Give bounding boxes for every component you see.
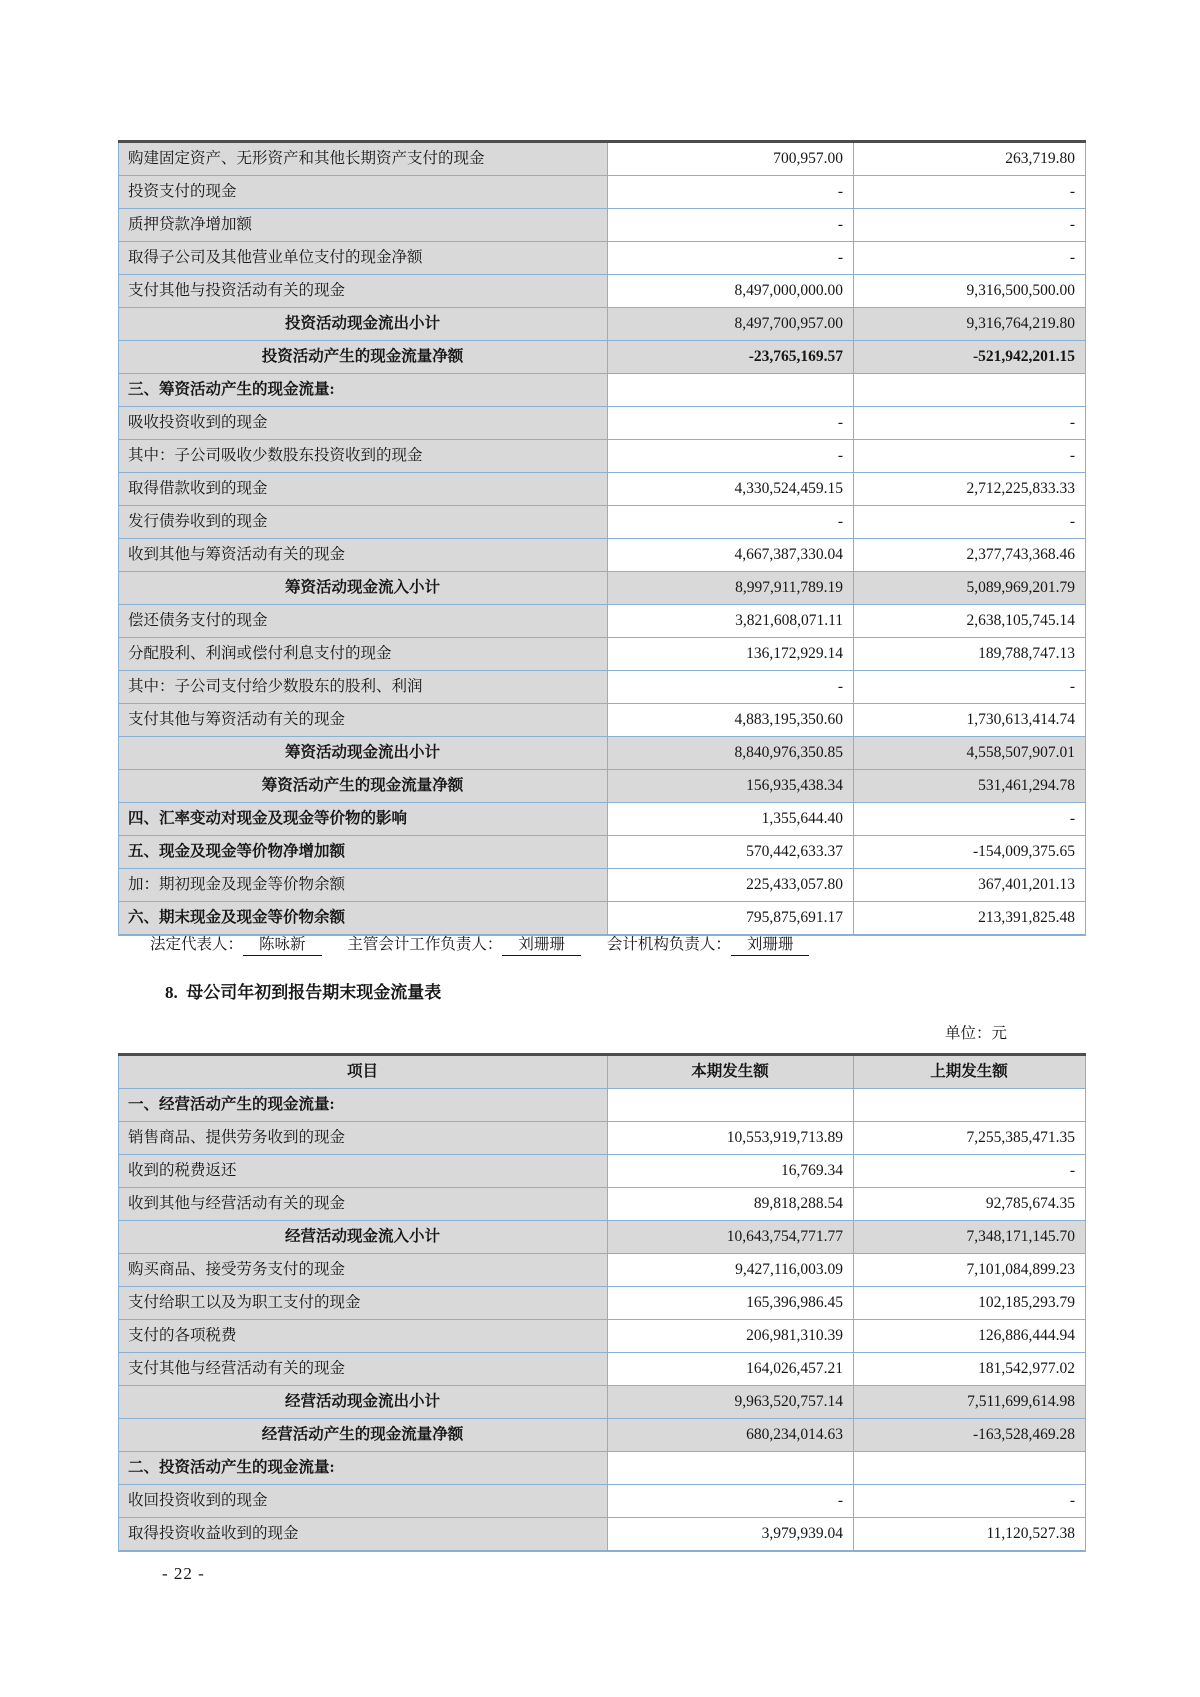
prior-period-value: - (854, 440, 1086, 473)
prior-period-value: 189,788,747.13 (854, 638, 1086, 671)
prior-period-value: 92,785,674.35 (854, 1188, 1086, 1221)
row-label: 质押贷款净增加额 (119, 209, 608, 242)
table-row (119, 1452, 1086, 1485)
prior-period-value: 2,638,105,745.14 (854, 605, 1086, 638)
current-period-value: 680,234,014.63 (608, 1419, 854, 1452)
prior-period-value: 2,712,225,833.33 (854, 473, 1086, 506)
table-row (119, 572, 1086, 605)
prior-period-value: 9,316,764,219.80 (854, 308, 1086, 341)
prior-period-value: 126,886,444.94 (854, 1320, 1086, 1353)
row-label: 支付其他与筹资活动有关的现金 (119, 704, 608, 737)
table-row (119, 341, 1086, 374)
table-row (119, 770, 1086, 803)
row-label: 销售商品、提供劳务收到的现金 (119, 1122, 608, 1155)
prior-period-value: - (854, 1155, 1086, 1188)
table-row (119, 704, 1086, 737)
current-period-value: 8,840,976,350.85 (608, 737, 854, 770)
signature-line (150, 932, 831, 956)
row-label: 六、期末现金及现金等价物余额 (119, 902, 608, 936)
row-label: 支付其他与经营活动有关的现金 (119, 1353, 608, 1386)
current-period-value (608, 1452, 854, 1485)
prior-period-value: 7,348,171,145.70 (854, 1221, 1086, 1254)
row-label: 取得子公司及其他营业单位支付的现金净额 (119, 242, 608, 275)
table-row (119, 1155, 1086, 1188)
legal-representative-name: 陈咏新 (243, 932, 322, 956)
chief-accounting-officer (347, 936, 581, 953)
row-label: 四、汇率变动对现金及现金等价物的影响 (119, 803, 608, 836)
current-period-value: 136,172,929.14 (608, 638, 854, 671)
current-period-value: 9,963,520,757.14 (608, 1386, 854, 1419)
row-label: 筹资活动现金流入小计 (119, 572, 608, 605)
row-label: 一、经营活动产生的现金流量: (119, 1089, 608, 1122)
table-row (119, 1254, 1086, 1287)
current-period-value: - (608, 242, 854, 275)
row-label: 购买商品、接受劳务支付的现金 (119, 1254, 608, 1287)
table-row (119, 1386, 1086, 1419)
table-row (119, 1122, 1086, 1155)
prior-period-value: 263,719.80 (854, 142, 1086, 176)
chief-accounting-label: 主管会计工作负责人： (347, 936, 503, 953)
row-label: 支付的各项税费 (119, 1320, 608, 1353)
prior-period-value: - (854, 506, 1086, 539)
row-label: 偿还债务支付的现金 (119, 605, 608, 638)
row-label: 取得借款收到的现金 (119, 473, 608, 506)
unit-label: 单位：元 (944, 1025, 1007, 1042)
table-row (119, 407, 1086, 440)
accounting-department-head (607, 936, 810, 953)
table-row (119, 1221, 1086, 1254)
prior-period-value: -521,942,201.15 (854, 341, 1086, 374)
legal-representative-label: 法定代表人： (150, 936, 244, 953)
table-row (119, 605, 1086, 638)
current-period-value: 165,396,986.45 (608, 1287, 854, 1320)
row-label: 筹资活动现金流出小计 (119, 737, 608, 770)
section-heading: 8. 母公司年初到报告期末现金流量表 (165, 983, 442, 1002)
row-label: 筹资活动产生的现金流量净额 (119, 770, 608, 803)
table-row (119, 1287, 1086, 1320)
current-period-value: 1,355,644.40 (608, 803, 854, 836)
current-period-value: 10,553,919,713.89 (608, 1122, 854, 1155)
prior-period-value: - (854, 209, 1086, 242)
prior-period-value: - (854, 407, 1086, 440)
row-label: 五、现金及现金等价物净增加额 (119, 836, 608, 869)
row-label: 收到的税费返还 (119, 1155, 608, 1188)
table-row (119, 374, 1086, 407)
table-row (119, 737, 1086, 770)
current-period-value: - (608, 506, 854, 539)
prior-period-value (854, 1089, 1086, 1122)
table-row (119, 1419, 1086, 1452)
row-label: 加：期初现金及现金等价物余额 (119, 869, 608, 902)
accounting-dept-label: 会计机构负责人： (606, 936, 731, 953)
table-row (119, 803, 1086, 836)
table-row (119, 902, 1086, 936)
row-label: 收到其他与筹资活动有关的现金 (119, 539, 608, 572)
current-period-value: 8,497,700,957.00 (608, 308, 854, 341)
current-period-value: 9,427,116,003.09 (608, 1254, 854, 1287)
column-header-current-period: 本期发生额 (608, 1055, 854, 1089)
prior-period-value: - (854, 242, 1086, 275)
table-row (119, 836, 1086, 869)
table-row (119, 1320, 1086, 1353)
current-period-value: - (608, 176, 854, 209)
row-label: 取得投资收益收到的现金 (119, 1518, 608, 1552)
prior-period-value: 7,101,084,899.23 (854, 1254, 1086, 1287)
table-row (119, 275, 1086, 308)
prior-period-value: - (854, 176, 1086, 209)
table-row (119, 440, 1086, 473)
prior-period-value: -154,009,375.65 (854, 836, 1086, 869)
row-label: 二、投资活动产生的现金流量: (119, 1452, 608, 1485)
prior-period-value: 531,461,294.78 (854, 770, 1086, 803)
table-row (119, 209, 1086, 242)
current-period-value: 16,769.34 (608, 1155, 854, 1188)
prior-period-value: 11,120,527.38 (854, 1518, 1086, 1552)
current-period-value: 700,957.00 (608, 142, 854, 176)
prior-period-value: 5,089,969,201.79 (854, 572, 1086, 605)
prior-period-value (854, 1452, 1086, 1485)
current-period-value: - (608, 1485, 854, 1518)
table-row (119, 1353, 1086, 1386)
current-period-value: 3,821,608,071.11 (608, 605, 854, 638)
prior-period-value: 2,377,743,368.46 (854, 539, 1086, 572)
current-period-value: 8,497,000,000.00 (608, 275, 854, 308)
prior-period-value: 9,316,500,500.00 (854, 275, 1086, 308)
row-label: 投资活动产生的现金流量净额 (119, 341, 608, 374)
row-label: 投资支付的现金 (119, 176, 608, 209)
current-period-value: 4,330,524,459.15 (608, 473, 854, 506)
page-number: - 22 - (162, 1564, 205, 1583)
current-period-value (608, 1089, 854, 1122)
current-period-value: 4,883,195,350.60 (608, 704, 854, 737)
row-label: 收回投资收到的现金 (119, 1485, 608, 1518)
row-label: 购建固定资产、无形资产和其他长期资产支付的现金 (119, 142, 608, 176)
row-label: 三、筹资活动产生的现金流量: (119, 374, 608, 407)
current-period-value: -23,765,169.57 (608, 341, 854, 374)
table-row (119, 539, 1086, 572)
parent-company-cash-flow-table (118, 1053, 1086, 1552)
row-label: 分配股利、利润或偿付利息支付的现金 (119, 638, 608, 671)
row-label: 支付其他与投资活动有关的现金 (119, 275, 608, 308)
column-header-item: 项目 (119, 1055, 608, 1089)
table-row (119, 308, 1086, 341)
table-row (119, 142, 1086, 176)
prior-period-value: 181,542,977.02 (854, 1353, 1086, 1386)
prior-period-value: 4,558,507,907.01 (854, 737, 1086, 770)
table-row (119, 671, 1086, 704)
current-period-value: - (608, 209, 854, 242)
current-period-value: 10,643,754,771.77 (608, 1221, 854, 1254)
prior-period-value: 7,511,699,614.98 (854, 1386, 1086, 1419)
current-period-value: 164,026,457.21 (608, 1353, 854, 1386)
current-period-value (608, 374, 854, 407)
row-label: 发行债券收到的现金 (119, 506, 608, 539)
table-row (119, 1089, 1086, 1122)
row-label: 支付给职工以及为职工支付的现金 (119, 1287, 608, 1320)
prior-period-value: -163,528,469.28 (854, 1419, 1086, 1452)
column-header-prior-period: 上期发生额 (854, 1055, 1086, 1089)
legal-representative (150, 936, 322, 953)
current-period-value: 156,935,438.34 (608, 770, 854, 803)
table-row (119, 869, 1086, 902)
current-period-value: 8,997,911,789.19 (608, 572, 854, 605)
chief-accounting-name: 刘珊珊 (502, 932, 581, 956)
consolidated-cash-flow-table (118, 140, 1086, 936)
row-label: 吸收投资收到的现金 (119, 407, 608, 440)
row-label: 其中：子公司吸收少数股东投资收到的现金 (119, 440, 608, 473)
current-period-value: 89,818,288.54 (608, 1188, 854, 1221)
current-period-value: 225,433,057.80 (608, 869, 854, 902)
prior-period-value: 213,391,825.48 (854, 902, 1086, 936)
accounting-dept-name: 刘珊珊 (731, 932, 810, 956)
row-label: 其中：子公司支付给少数股东的股利、利润 (119, 671, 608, 704)
current-period-value: 795,875,691.17 (608, 902, 854, 936)
row-label: 收到其他与经营活动有关的现金 (119, 1188, 608, 1221)
table-row (119, 473, 1086, 506)
table-row (119, 176, 1086, 209)
prior-period-value (854, 374, 1086, 407)
table-header-row (119, 1055, 1086, 1089)
prior-period-value: 7,255,385,471.35 (854, 1122, 1086, 1155)
row-label: 经营活动现金流入小计 (119, 1221, 608, 1254)
current-period-value: - (608, 440, 854, 473)
table-row (119, 1485, 1086, 1518)
table-row (119, 1188, 1086, 1221)
table-row (119, 1518, 1086, 1552)
table-row (119, 638, 1086, 671)
current-period-value: 4,667,387,330.04 (608, 539, 854, 572)
prior-period-value: 1,730,613,414.74 (854, 704, 1086, 737)
prior-period-value: - (854, 803, 1086, 836)
table-row (119, 506, 1086, 539)
current-period-value: 570,442,633.37 (608, 836, 854, 869)
current-period-value: 3,979,939.04 (608, 1518, 854, 1552)
prior-period-value: 102,185,293.79 (854, 1287, 1086, 1320)
row-label: 经营活动产生的现金流量净额 (119, 1419, 608, 1452)
table-row (119, 242, 1086, 275)
current-period-value: - (608, 407, 854, 440)
row-label: 投资活动现金流出小计 (119, 308, 608, 341)
current-period-value: 206,981,310.39 (608, 1320, 854, 1353)
current-period-value: - (608, 671, 854, 704)
row-label: 经营活动现金流出小计 (119, 1386, 608, 1419)
prior-period-value: 367,401,201.13 (854, 869, 1086, 902)
prior-period-value: - (854, 1485, 1086, 1518)
prior-period-value: - (854, 671, 1086, 704)
